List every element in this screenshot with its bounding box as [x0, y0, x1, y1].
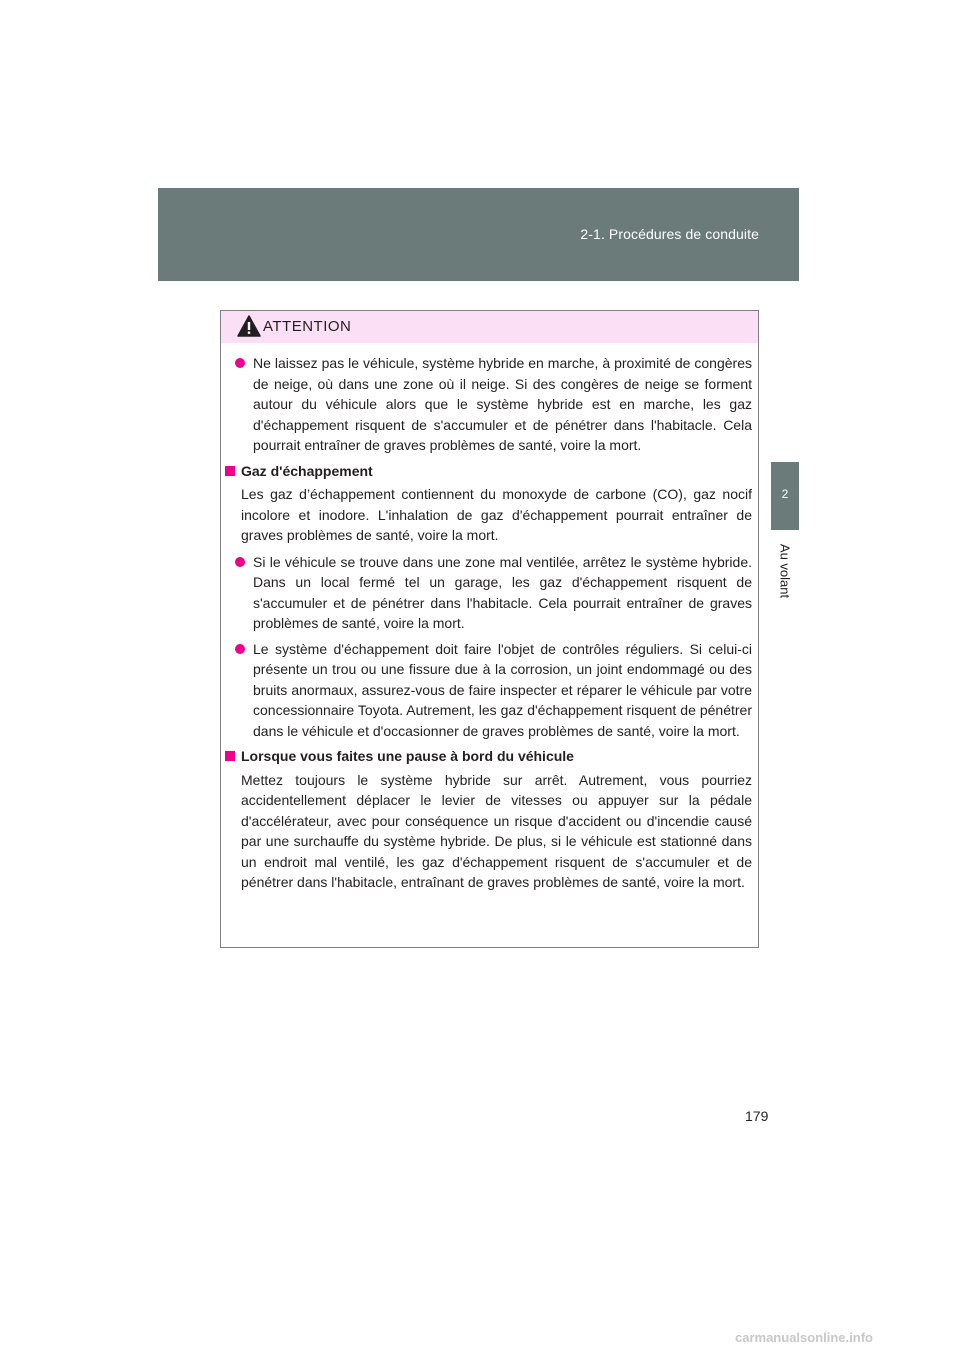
section-paragraph: Mettez toujours le système hybride sur arrêt. Autrement, vous pourriez accidentellement déplacer le levier de vitesses ou appuyer sur la pédale d'accélérateur, avec pour conséquence un risque d'accident ou d'incendie causé par une surchauffe du système hybride. De plus, si le véhicule est stationné dans un endroit mal ventilé, les gaz d'échappement risquent de s'accumuler et de pénétrer dans l'habitacle, entraînant de graves problèmes de santé, voire la mort. [241, 771, 752, 890]
section-paragraph: Les gaz d’échappement contiennent du monoxyde de carbone (CO), gaz nocif incolore et inodore. L'inhalation de gaz d'échappement pourrait entraîner de graves problèmes de santé, voire la mort. [241, 486, 752, 543]
watermark[interactable]: carmanualsonline.info [735, 1330, 873, 1345]
bullet-text: Ne laissez pas le véhicule, système hybride en marche, à proximité de congères de neige, où dans une zone où il neige. Si des congères de neige se forment autour du véhicule alors que le système hybride est en marche, les gaz d'échappement risquent de s'accumuler et de pénétrer dans l'habitacle. Cela pourrait entraîner de graves problèmes de santé, voire la mort. [253, 355, 752, 453]
section-square-icon [225, 466, 235, 476]
page-number: 179 [745, 1108, 769, 1124]
warning-box [220, 310, 759, 948]
chapter-tab[interactable] [771, 462, 799, 530]
chapter-label [774, 536, 796, 606]
warning-title: ATTENTION [263, 318, 352, 335]
section-title: 2-1. Procédures de conduite [580, 226, 759, 242]
section-heading [221, 461, 752, 482]
section-square-icon [225, 751, 235, 761]
section-heading-text: Lorsque vous faites une pause à bord du véhicule [241, 748, 574, 764]
header-band [158, 188, 799, 281]
warning-triangle-icon [237, 315, 261, 337]
list-item [221, 353, 752, 456]
bullet-text: Si le véhicule se trouve dans une zone mal ventilée, arrêtez le système hybride. Dans un local fermé tel un garage, les gaz d'échappement risquent de s'accumuler et de pénétrer dans l'habitacle. Cela pourrait entraîner de graves problèmes de santé, voire la mort. [253, 553, 752, 631]
list-item [221, 639, 752, 742]
bullet-dot-icon [235, 557, 245, 567]
warning-header [221, 311, 758, 343]
section-heading [221, 746, 752, 767]
bullet-text: Le système d'échappement doit faire l'objet de contrôles réguliers. Si celui-ci présente un trou ou une fissure due à la corrosion, un joint endommagé ou des bruits anormaux, assurez-vous de faire inspecter et réparer le véhicule par votre concessionnaire Toyota. Autrement, les gaz d'échappement risquent de pénétrer dans le véhicule et d'occasionner de graves problèmes de santé, voire la mort. [253, 640, 752, 739]
chapter-number: 2 [781, 487, 789, 501]
chapter-label-text: Au volant [777, 543, 793, 599]
warning-content [221, 343, 758, 899]
bullet-dot-icon [235, 644, 245, 654]
list-item [221, 552, 752, 634]
bullet-dot-icon [235, 358, 245, 368]
section-heading-text: Gaz d'échappement [241, 462, 373, 479]
